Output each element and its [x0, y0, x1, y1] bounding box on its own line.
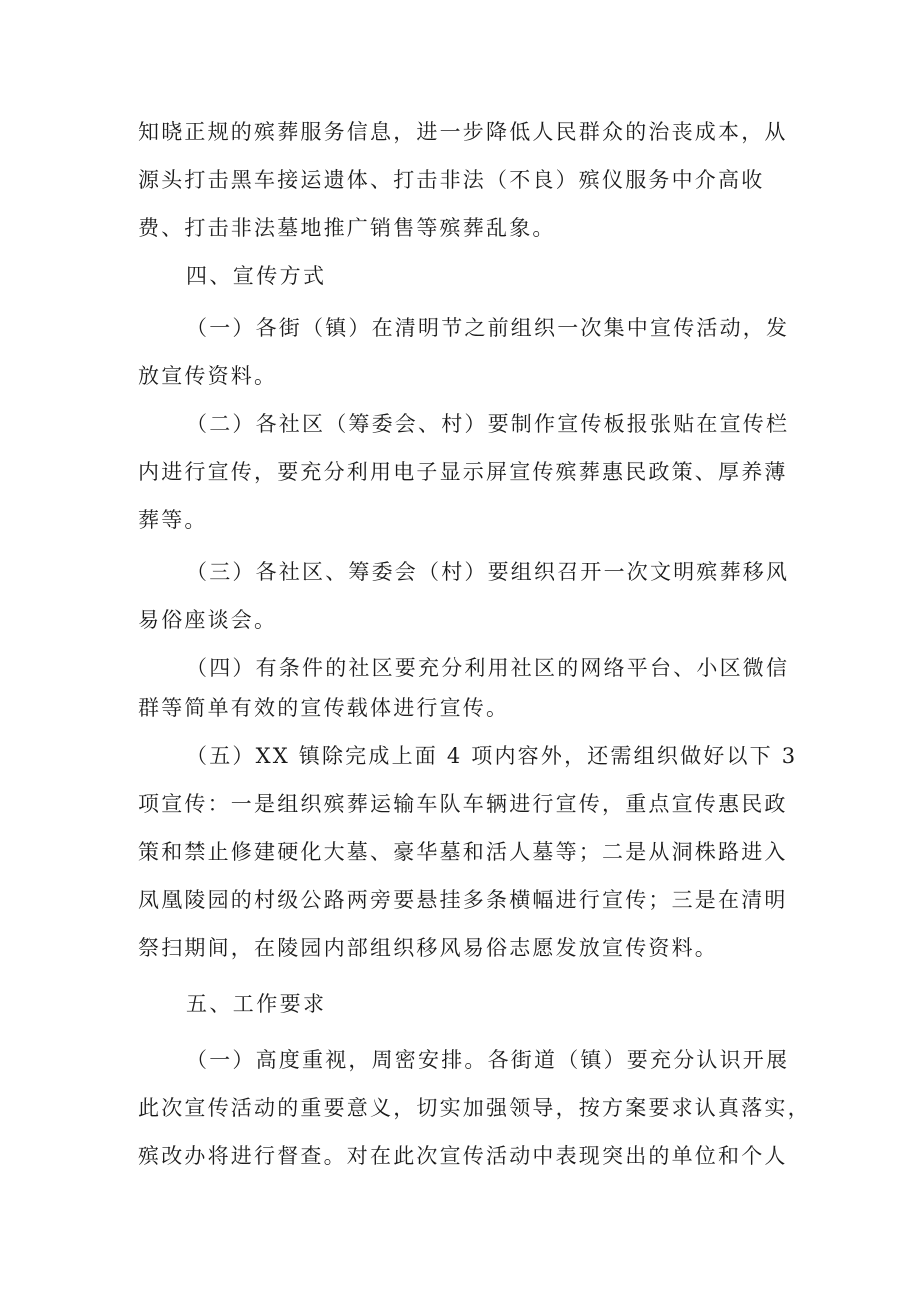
- body-text-line: 知晓正规的殡葬服务信息，进一步降低人民群众的治丧成本，从: [138, 120, 788, 144]
- body-text-line: 费、打击非法墓地推广销售等殡葬乱象。: [138, 216, 556, 240]
- body-text-line: 放宣传资料。: [138, 364, 278, 388]
- body-text-line: 源头打击黑车接运遗体、打击非法（不良）殡仪服务中介高收: [138, 168, 765, 192]
- body-text-line: 殡改办将进行督查。对在此次宣传活动中表现突出的单位和个人: [138, 1144, 788, 1168]
- section-heading-publicity-methods: 四、宣传方式: [186, 264, 327, 288]
- body-text-line: 项宣传：一是组织殡葬运输车队车辆进行宣传，重点宣传惠民政: [138, 792, 788, 816]
- body-text-line: （五）XX 镇除完成上面 4 项内容外，还需组织做好以下 3: [186, 744, 798, 768]
- body-text-line: （一）高度重视，周密安排。各街道（镇）要充分认识开展: [186, 1048, 790, 1072]
- body-text-line: 祭扫期间，在陵园内部组织移风易俗志愿发放宣传资料。: [138, 936, 718, 960]
- body-text-line: 此次宣传活动的重要意义，切实加强领导，按方案要求认真落实，: [138, 1096, 811, 1120]
- body-text-line: 策和禁止修建硬化大墓、豪华墓和活人墓等；二是从洞株路进入: [138, 840, 788, 864]
- body-text-line: （四）有条件的社区要充分利用社区的网络平台、小区微信: [186, 656, 790, 680]
- body-text-line: （一）各街（镇）在清明节之前组织一次集中宣传活动，发: [186, 316, 790, 340]
- body-text-line: （二）各社区（筹委会、村）要制作宣传板报张贴在宣传栏: [186, 412, 790, 436]
- body-text-line: 葬等。: [138, 508, 208, 532]
- body-text-line: 群等简单有效的宣传载体进行宣传。: [138, 696, 510, 720]
- body-text-line: （三）各社区、筹委会（村）要组织召开一次文明殡葬移风: [186, 560, 790, 584]
- section-heading-work-requirements: 五、工作要求: [186, 992, 327, 1016]
- body-text-line: 内进行宣传，要充分利用电子显示屏宣传殡葬惠民政策、厚养薄: [138, 460, 788, 484]
- body-text-line: 易俗座谈会。: [138, 608, 278, 632]
- body-text-line: 凤凰陵园的村级公路两旁要悬挂多条横幅进行宣传；三是在清明: [138, 888, 788, 912]
